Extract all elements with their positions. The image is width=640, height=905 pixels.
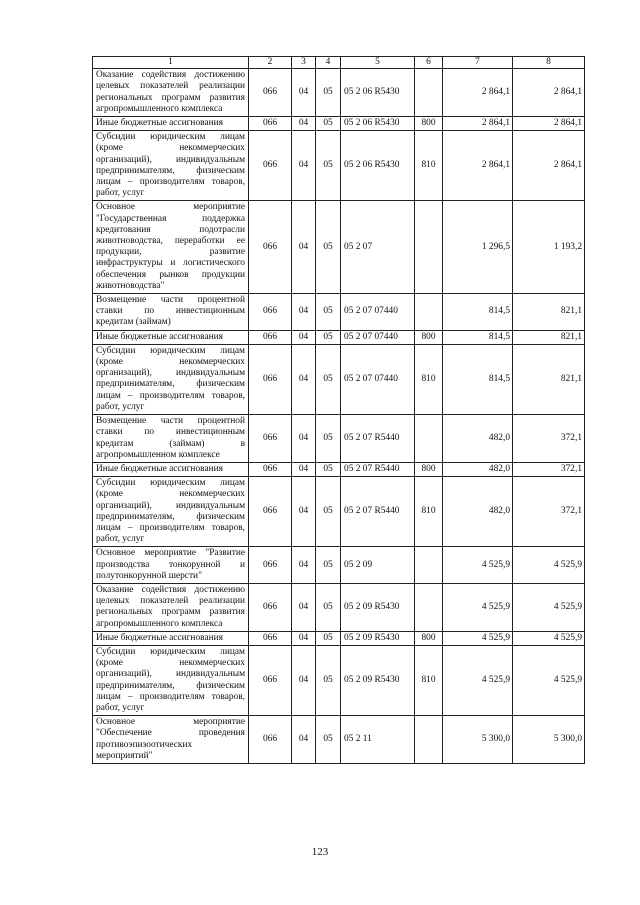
row-name: Оказание содействия достижению целевых показателей реализации региональных программ развития агропромышленного комплекса	[93, 583, 249, 631]
table-row	[93, 117, 585, 131]
row-target-article: 05 2 09 R5430	[341, 645, 415, 715]
row-grbs-code: 066	[249, 716, 292, 764]
row-amount-year-2: 2 864,1	[513, 117, 585, 131]
row-expense-type	[415, 716, 443, 764]
table-row	[93, 631, 585, 645]
row-subsection-code: 05	[316, 131, 341, 201]
row-target-article: 05 2 07 07440	[341, 344, 415, 414]
row-grbs-code: 066	[249, 117, 292, 131]
row-section-code: 04	[292, 330, 316, 344]
row-amount-year-1: 4 525,9	[443, 645, 513, 715]
table-row	[93, 415, 585, 463]
table-row	[93, 201, 585, 294]
row-target-article: 05 2 07 R5440	[341, 462, 415, 476]
row-target-article: 05 2 06 R5430	[341, 131, 415, 201]
row-amount-year-1: 2 864,1	[443, 131, 513, 201]
row-grbs-code: 066	[249, 201, 292, 294]
row-amount-year-2: 1 193,2	[513, 201, 585, 294]
row-target-article: 05 2 07 07440	[341, 294, 415, 331]
row-section-code: 04	[292, 716, 316, 764]
row-name: Основное мероприятие "Государственная поддержка кредитования подотрасли животноводства, переработки ее продукции, развитие инфраструктуры и логистического обеспечения рынков продукции животноводства"	[93, 201, 249, 294]
row-section-code: 04	[292, 415, 316, 463]
row-name: Иные бюджетные ассигнования	[93, 330, 249, 344]
header-col-5: 5	[341, 57, 415, 69]
table-row	[93, 69, 585, 117]
row-target-article: 05 2 07 07440	[341, 330, 415, 344]
header-col-1: 1	[93, 57, 249, 69]
row-subsection-code: 05	[316, 583, 341, 631]
row-section-code: 04	[292, 69, 316, 117]
row-name: Основное мероприятие "Обеспечение проведения противоэпизоотических мероприятий"	[93, 716, 249, 764]
row-target-article: 05 2 11	[341, 716, 415, 764]
row-amount-year-1: 1 296,5	[443, 201, 513, 294]
row-amount-year-1: 482,0	[443, 415, 513, 463]
page-number: 123	[311, 846, 329, 858]
table-row	[93, 547, 585, 584]
row-subsection-code: 05	[316, 462, 341, 476]
row-amount-year-1: 482,0	[443, 462, 513, 476]
row-name: Основное мероприятие "Развитие производства тонкорунной и полутонкорунной шерсти"	[93, 547, 249, 584]
table-body	[93, 69, 585, 764]
row-expense-type: 810	[415, 477, 443, 547]
row-subsection-code: 05	[316, 201, 341, 294]
row-expense-type: 800	[415, 631, 443, 645]
row-amount-year-2: 2 864,1	[513, 69, 585, 117]
row-section-code: 04	[292, 117, 316, 131]
row-expense-type: 810	[415, 344, 443, 414]
row-section-code: 04	[292, 201, 316, 294]
row-grbs-code: 066	[249, 294, 292, 331]
row-expense-type: 810	[415, 131, 443, 201]
row-amount-year-2: 4 525,9	[513, 645, 585, 715]
table-row	[93, 294, 585, 331]
row-subsection-code: 05	[316, 294, 341, 331]
row-amount-year-2: 5 300,0	[513, 716, 585, 764]
row-expense-type: 800	[415, 330, 443, 344]
row-target-article: 05 2 07 R5440	[341, 477, 415, 547]
row-amount-year-1: 2 864,1	[443, 117, 513, 131]
row-name: Субсидии юридическим лицам (кроме некоммерческих организаций), индивидуальным предпринимателям, физическим лицам – производителям товаров, работ, услуг	[93, 131, 249, 201]
row-section-code: 04	[292, 462, 316, 476]
row-expense-type	[415, 415, 443, 463]
table-header-row	[93, 57, 585, 69]
row-section-code: 04	[292, 583, 316, 631]
row-expense-type	[415, 547, 443, 584]
row-amount-year-2: 821,1	[513, 344, 585, 414]
row-amount-year-2: 4 525,9	[513, 583, 585, 631]
table-row	[93, 583, 585, 631]
row-grbs-code: 066	[249, 547, 292, 584]
table-row	[93, 716, 585, 764]
row-amount-year-2: 2 864,1	[513, 131, 585, 201]
row-grbs-code: 066	[249, 415, 292, 463]
row-target-article: 05 2 06 R5430	[341, 117, 415, 131]
row-name: Субсидии юридическим лицам (кроме некоммерческих организаций), индивидуальным предпринимателям, физическим лицам – производителям товаров, работ, услуг	[93, 645, 249, 715]
row-subsection-code: 05	[316, 69, 341, 117]
row-grbs-code: 066	[249, 477, 292, 547]
row-grbs-code: 066	[249, 69, 292, 117]
row-grbs-code: 066	[249, 631, 292, 645]
row-subsection-code: 05	[316, 631, 341, 645]
table-row	[93, 131, 585, 201]
row-section-code: 04	[292, 631, 316, 645]
row-amount-year-1: 814,5	[443, 344, 513, 414]
row-amount-year-2: 4 525,9	[513, 631, 585, 645]
row-grbs-code: 066	[249, 583, 292, 631]
header-col-8: 8	[513, 57, 585, 69]
row-section-code: 04	[292, 131, 316, 201]
row-amount-year-2: 821,1	[513, 294, 585, 331]
header-col-3: 3	[292, 57, 316, 69]
row-name: Иные бюджетные ассигнования	[93, 631, 249, 645]
row-subsection-code: 05	[316, 415, 341, 463]
row-name: Возмещение части процентной ставки по инвестиционным кредитам (займам) в агропромышленном комплексе	[93, 415, 249, 463]
row-grbs-code: 066	[249, 645, 292, 715]
row-name: Субсидии юридическим лицам (кроме некоммерческих организаций), индивидуальным предпринимателям, физическим лицам – производителям товаров, работ, услуг	[93, 477, 249, 547]
row-name: Иные бюджетные ассигнования	[93, 462, 249, 476]
row-grbs-code: 066	[249, 330, 292, 344]
row-target-article: 05 2 09	[341, 547, 415, 584]
row-amount-year-1: 4 525,9	[443, 631, 513, 645]
row-amount-year-2: 821,1	[513, 330, 585, 344]
table-row	[93, 462, 585, 476]
row-expense-type	[415, 294, 443, 331]
row-subsection-code: 05	[316, 344, 341, 414]
row-expense-type: 810	[415, 645, 443, 715]
row-expense-type	[415, 201, 443, 294]
row-amount-year-2: 4 525,9	[513, 547, 585, 584]
row-target-article: 05 2 07	[341, 201, 415, 294]
row-expense-type	[415, 69, 443, 117]
row-section-code: 04	[292, 294, 316, 331]
row-expense-type: 800	[415, 117, 443, 131]
row-amount-year-1: 814,5	[443, 294, 513, 331]
row-amount-year-1: 4 525,9	[443, 547, 513, 584]
budget-table	[92, 56, 585, 764]
header-col-7: 7	[443, 57, 513, 69]
row-amount-year-1: 814,5	[443, 330, 513, 344]
table-row	[93, 344, 585, 414]
row-expense-type	[415, 583, 443, 631]
row-amount-year-2: 372,1	[513, 462, 585, 476]
table-row	[93, 477, 585, 547]
row-amount-year-2: 372,1	[513, 415, 585, 463]
header-col-6: 6	[415, 57, 443, 69]
table-row	[93, 330, 585, 344]
row-grbs-code: 066	[249, 131, 292, 201]
row-name: Оказание содействия достижению целевых показателей реализации региональных программ развития агропромышленного комплекса	[93, 69, 249, 117]
row-amount-year-1: 5 300,0	[443, 716, 513, 764]
row-amount-year-1: 2 864,1	[443, 69, 513, 117]
row-subsection-code: 05	[316, 645, 341, 715]
row-name: Иные бюджетные ассигнования	[93, 117, 249, 131]
row-amount-year-1: 4 525,9	[443, 583, 513, 631]
table-row	[93, 645, 585, 715]
row-section-code: 04	[292, 477, 316, 547]
row-subsection-code: 05	[316, 547, 341, 584]
row-target-article: 05 2 07 R5440	[341, 415, 415, 463]
row-expense-type: 800	[415, 462, 443, 476]
row-grbs-code: 066	[249, 462, 292, 476]
row-section-code: 04	[292, 645, 316, 715]
header-col-2: 2	[249, 57, 292, 69]
row-name: Субсидии юридическим лицам (кроме некоммерческих организаций), индивидуальным предпринимателям, физическим лицам – производителям товаров, работ, услуг	[93, 344, 249, 414]
row-target-article: 05 2 06 R5430	[341, 69, 415, 117]
row-subsection-code: 05	[316, 330, 341, 344]
row-grbs-code: 066	[249, 344, 292, 414]
row-name: Возмещение части процентной ставки по инвестиционным кредитам (займам)	[93, 294, 249, 331]
row-section-code: 04	[292, 547, 316, 584]
header-col-4: 4	[316, 57, 341, 69]
row-subsection-code: 05	[316, 117, 341, 131]
row-amount-year-2: 372,1	[513, 477, 585, 547]
row-subsection-code: 05	[316, 477, 341, 547]
row-section-code: 04	[292, 344, 316, 414]
row-amount-year-1: 482,0	[443, 477, 513, 547]
row-subsection-code: 05	[316, 716, 341, 764]
row-target-article: 05 2 09 R5430	[341, 631, 415, 645]
row-target-article: 05 2 09 R5430	[341, 583, 415, 631]
